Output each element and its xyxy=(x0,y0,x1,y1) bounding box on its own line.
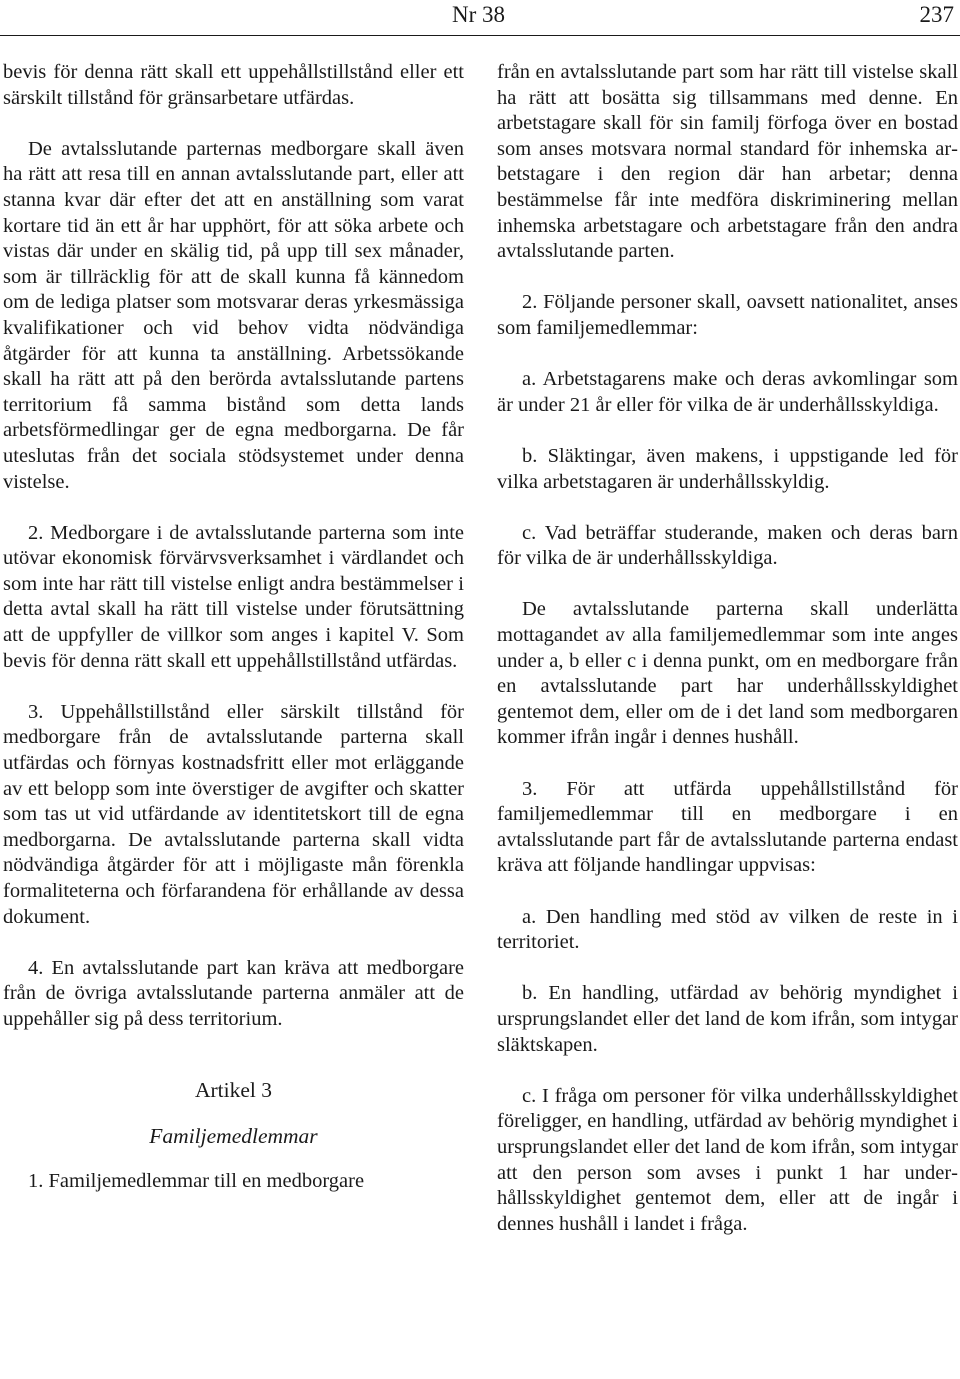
paragraph: c. Vad beträffar studerande, maken och deras barn för vilka de är underhållsskyldiga. xyxy=(497,521,958,570)
paragraph: De avtalsslutande parterna skall underlätta mottagandet av alla familjemedlemmar som inte anges under a, b eller c i denna punkt, om en medborgare från en avtalsslutande part har underhållsskyldighet gentemot dem, eller om de i det land som medborgaren kommer ifrån ingår i dennes hushåll. xyxy=(497,598,958,749)
paragraph: från en avtalsslutande part som har rätt till vistelse skall ha rätt att bosätta sig tillsammans med denne. En arbetstagare skall för sin familj förfoga över en bostad som anses motsvara normal standard för inhemska arbetstagare i den region där han arbetar; denna bestämmelse får inte medföra diskriminering mellan inhemska arbetstagare och arbetstagare från den andra avtalsslutande parten. xyxy=(497,61,958,263)
right-column xyxy=(497,60,958,1237)
paragraph: b. En handling, utfärdad av behörig myndighet i ursprungslandet eller det land de kom ifrån, som intygar släktskapen. xyxy=(497,982,958,1056)
paragraph: 2. Medborgare i de avtalsslutande parterna som inte utövar ekonomisk förvärvsverksamhet i värdlandet och som inte har rätt till vistelse enligt andra bestämmelser i detta avtal skall ha rätt till vistelse under förutsättning att de uppfyller de villkor som anges i kapitel V. Som bevis för denna rätt skall ett uppehållstillstånd utfärdas. xyxy=(3,521,464,672)
paragraph: b. Släktingar, även makens, i uppstigande led för vilka arbetstagaren är underhållsskyldig. xyxy=(497,444,958,493)
paragraph: 3. För att utfärda uppehållstillstånd för familjemedlemmar till en medborgare i en avtalsslutande part får de avtalsslutande parterna endast kräva att följande handlingar uppvisas: xyxy=(497,777,958,877)
paragraph: De avtalsslutande parternas medborgare skall även ha rätt att resa till en annan avtalsslutande part, eller att stanna kvar där efter det att en anställning som varat kortare tid än ett år har upphört, för att söka arbete och vistas där under en skälig tid, på upp till sex månader, som är tillräcklig för att de skall kunna få kännedom om de lediga platser som motsvarar deras yrkesmässiga kvalifikationer och vid behov vidta nödvändiga åtgärder för att kunna ta anställning. Arbetssökande skall ha rätt att på den berörda avtalsslutande partens territorium få samma bistånd som detta lands arbetsförmedlingar ger de egna medborgarna. De får uteslutas från det sociala stödsystemet under denna vistelse. xyxy=(3,137,464,493)
paragraph: a. Den handling med stöd av vilken de reste in i territoriet. xyxy=(497,905,958,954)
left-column xyxy=(3,60,464,1194)
paragraph: bevis för denna rätt skall ett uppehållstillstånd eller ett särskilt tillstånd för gränsarbetare utfärdas. xyxy=(3,61,464,109)
issue-number: Nr 38 xyxy=(452,2,506,27)
paragraph: 2. Följande personer skall, oavsett nationalitet, anses som familjemedlemmar: xyxy=(497,291,958,339)
paragraph: 4. En avtalsslutande part kan kräva att medborgare från de övriga avtalsslutande parterna anmäler att de uppehåller sig på dess territorium. xyxy=(3,956,464,1030)
article-heading: Artikel 3 xyxy=(194,1077,273,1102)
header-rule xyxy=(0,35,960,36)
paragraph: 1. Familjemedlemmar till en medborgare xyxy=(28,1169,365,1192)
page-header xyxy=(0,0,960,36)
paragraph: c. I fråga om personer för vilka underhållsskyldighet föreligger, en handling, utfärdad av behörig myndighet i ursprungslandet eller det land de kom ifrån, som intygar att den person som avses i punkt 1 har underhållsskyldighet gentemot dem, eller att de ingår i dennes hushåll i landet i fråga. xyxy=(497,1084,958,1235)
paragraph: a. Arbetstagarens make och deras avkomlingar som är under 21 år eller för vilka de är underhållsskyldiga. xyxy=(497,368,958,416)
page-number: 237 xyxy=(919,2,954,27)
article-subheading: Familjemedlemmar xyxy=(149,1123,318,1148)
paragraph: 3. Uppehållstillstånd eller särskilt tillstånd för medborgare från de avtalsslutande parterna skall utfärdas och förnyas kostnadsfritt eller mot erläggande av ett belopp som inte överstiger de avgifter och skatter som tas ut vid utfärdande av identitetskort till de egna medborgarna. De avtalsslutande parterna skall vidta nödvändiga åtgärder för att i möjligaste mån förenkla formaliteterna och förfarandena för erhållande av dessa dokument. xyxy=(3,700,464,928)
